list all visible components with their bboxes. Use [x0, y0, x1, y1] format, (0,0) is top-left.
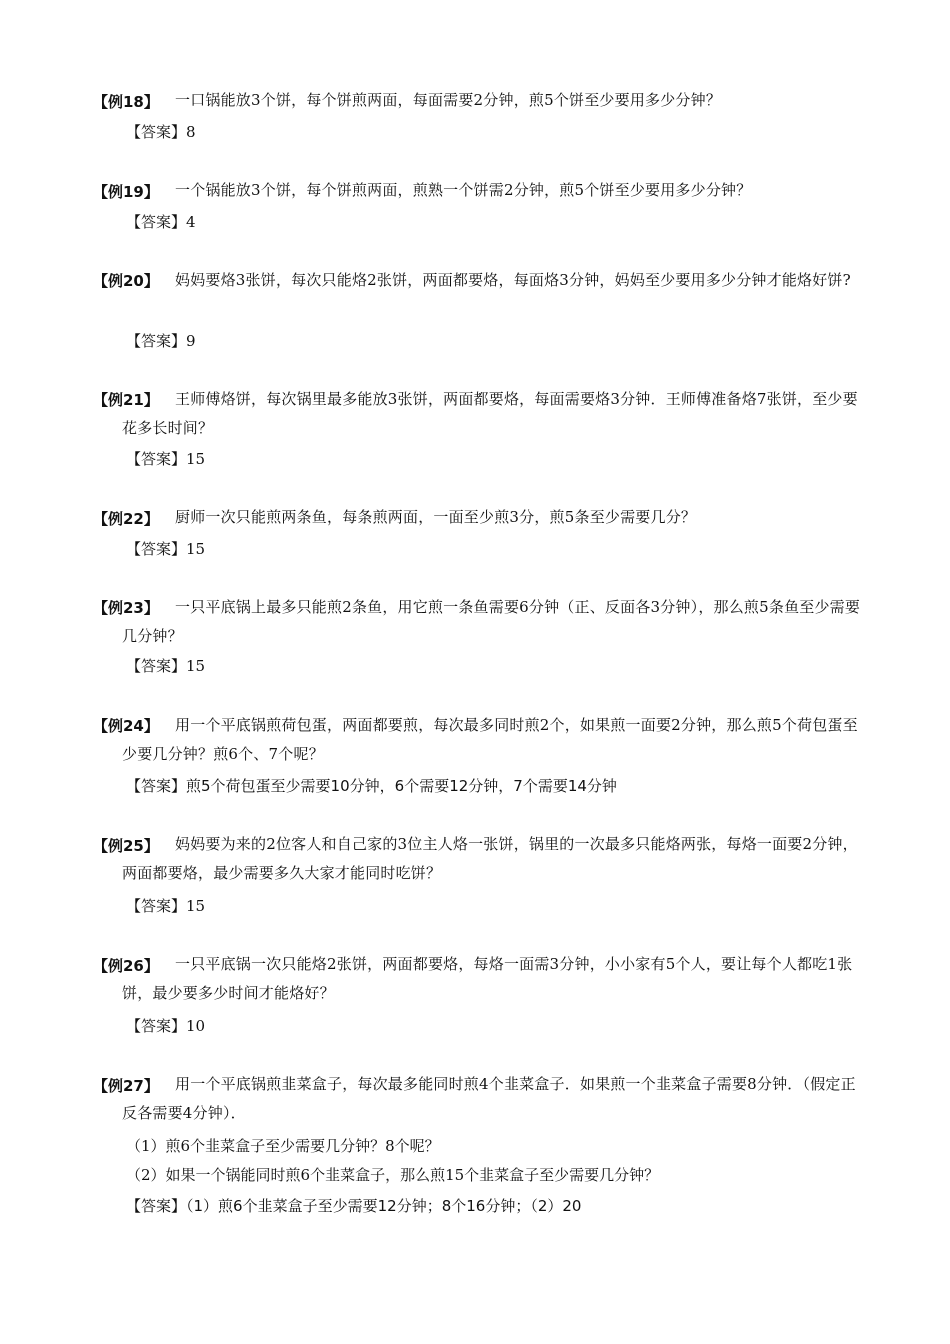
problem-answer: [126, 538, 205, 560]
answer-value: 8: [186, 123, 196, 141]
answer-value: 10: [186, 1017, 206, 1035]
answer-value: 15: [186, 540, 206, 558]
problem-tag: 【例18】: [93, 93, 159, 111]
problem-tag: 【例22】: [93, 510, 159, 528]
answer-label: 【答案】: [126, 540, 187, 558]
problem-question: 妈妈要为来的2位客人和自己家的3位主人烙一张饼，锅里的一次最多只能烙两张，每烙一面要2分钟，两面都要烙，最少需要多久大家才能同时吃饼？: [122, 835, 858, 882]
problem-answer: [126, 1195, 581, 1217]
problem-question: 一口锅能放3个饼，每个饼煎两面，每面需要2分钟，煎5个饼至少要用多少分钟？: [175, 91, 722, 109]
problem-answer: [126, 211, 196, 233]
answer-label: 【答案】: [126, 897, 187, 915]
answer-value: 15: [186, 450, 206, 468]
problem-tag: 【例25】: [93, 837, 159, 855]
problem-answer: [126, 330, 196, 352]
problem-answer: [126, 448, 205, 470]
problem-question: 王师傅烙饼，每次锅里最多能放3张饼，两面都要烙，每面需要烙3分钟．王师傅准备烙7张饼，至少要花多长时间？: [122, 390, 858, 437]
problem-answer: [126, 655, 205, 677]
answer-value: 9: [186, 332, 196, 350]
sub-question: （1）煎6个韭菜盒子至少需要几分钟？8个呢？: [126, 1137, 440, 1155]
problem-answer: [126, 775, 617, 797]
problem-tag: 【例20】: [93, 272, 159, 290]
problem-question: 一个锅能放3个饼，每个饼煎两面，煎熟一个饼需2分钟，煎5个饼至少要用多少分钟？: [175, 181, 752, 199]
problem-question: 一只平底锅一次只能烙2张饼，两面都要烙，每烙一面需3分钟，小小家有5个人，要让每个人都吃1张饼，最少要多少时间才能烙好？: [122, 955, 853, 1002]
problem-answer: [126, 895, 205, 917]
problem-tag: 【例23】: [93, 599, 159, 617]
problem-tag: 【例21】: [93, 391, 159, 409]
answer-label: 【答案】: [126, 1197, 187, 1215]
problem-question: 用一个平底锅煎荷包蛋，两面都要煎，每次最多同时煎2个，如果煎一面要2分钟，那么煎5个荷包蛋至少要几分钟？煎6个、7个呢？: [122, 716, 858, 763]
answer-label: 【答案】: [126, 657, 187, 675]
problem-question: 用一个平底锅煎韭菜盒子，每次最多能同时煎4个韭菜盒子．如果煎一个韭菜盒子需要8分钟．（假定正反各需要4分钟）．: [122, 1075, 856, 1122]
problem-tag: 【例19】: [93, 183, 159, 201]
answer-value: 煎5个荷包蛋至少需要10分钟，6个需要12分钟，7个需要14分钟: [186, 777, 617, 795]
answer-label: 【答案】: [126, 332, 187, 350]
problem-question: 一只平底锅上最多只能煎2条鱼，用它煎一条鱼需要6分钟（正、反面各3分钟），那么煎5条鱼至少需要几分钟？: [122, 598, 861, 645]
problem-tag: 【例26】: [93, 957, 159, 975]
problem-answer: [126, 1015, 205, 1037]
answer-value: 15: [186, 657, 206, 675]
problem-tag: 【例24】: [93, 717, 159, 735]
problem-tag: 【例27】: [93, 1077, 159, 1095]
answer-value: 4: [186, 213, 196, 231]
answer-label: 【答案】: [126, 450, 187, 468]
problem-question: 妈妈要烙3张饼，每次只能烙2张饼，两面都要烙，每面烙3分钟，妈妈至少要用多少分钟才能烙好饼?: [175, 271, 851, 289]
answer-label: 【答案】: [126, 1017, 187, 1035]
answer-label: 【答案】: [126, 777, 187, 795]
answer-value: （1）煎6个韭菜盒子至少需要12分钟；8个16分钟；（2）20: [186, 1197, 582, 1215]
sub-question: （2）如果一个锅能同时煎6个韭菜盒子，那么煎15个韭菜盒子至少需要几分钟？: [126, 1166, 660, 1184]
answer-label: 【答案】: [126, 123, 187, 141]
answer-label: 【答案】: [126, 213, 187, 231]
problem-question: 厨师一次只能煎两条鱼，每条煎两面，一面至少煎3分，煎5条至少需要几分？: [175, 508, 697, 526]
answer-value: 15: [186, 897, 206, 915]
problem-answer: [126, 121, 196, 143]
